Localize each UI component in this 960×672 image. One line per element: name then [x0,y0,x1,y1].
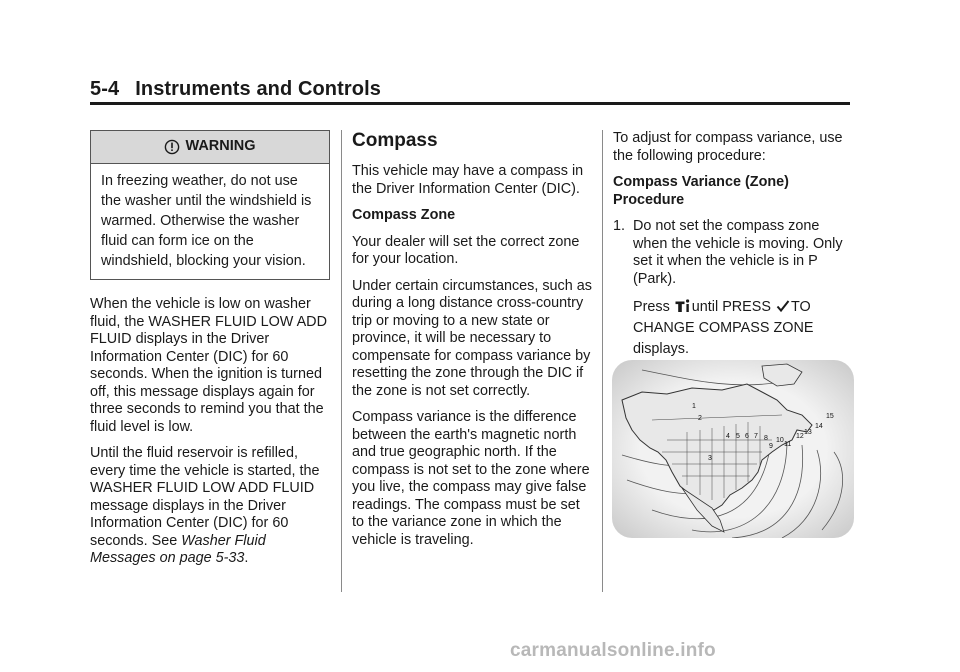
reservoir-text: Until the fluid reservoir is refilled, every time the vehicle is started, the WASHER FLUID LOW ADD FLUID message displays in the Driver Information Center (DIC) for 60 seconds. See [90,445,320,549]
compass-zone-p2: Under certain circumstances, such as during a long distance cross-country trip or moving to a new state or province, it will be necessary to compensate for compass variance by resetting the zone through the DIC if the zone is not set correctly. [352,277,592,399]
procedure-step [613,218,853,288]
compass-zone-p3: Compass variance is the difference between the earth's magnetic north and true geographic north. If the compass is not set to the zone where you live, the compass may give false readings. The compass must be set to the variance zone in which the vehicle is traveling. [352,409,590,548]
compass-title: Compass [352,130,438,151]
zone-label: 4 [726,433,730,440]
zone-label: 8 [764,435,768,442]
zone-label: 14 [815,423,823,430]
vehicle-info-icon [675,298,691,313]
zone-label: 9 [769,443,773,450]
column-middle [352,130,592,558]
washer-fluid-messages-link[interactable]: Washer Fluid Messages on page 5-33 [90,532,266,566]
compass-zone-map [612,360,854,538]
checkmark-icon [776,299,790,313]
compass-zone-map-svg [612,360,854,538]
zone-label: 10 [776,437,784,444]
section-title: Instruments and Controls [135,78,381,100]
press-instruction [613,297,853,360]
header-rule [90,102,850,105]
zone-label: 5 [736,433,740,440]
zone-label: 1 [692,403,696,410]
step-text: Do not set the compass zone when the vehicle is moving. Only set it when the vehicle is in P (Park). [633,218,843,287]
reservoir-end: . [244,550,249,566]
column-right [613,130,853,369]
column-left [90,130,330,577]
page-header [90,78,850,101]
warning-header [91,131,329,164]
variance-intro: To adjust for compass variance, use the following procedure: [613,130,843,164]
compass-zone-p1: Your dealer will set the correct zone for your location. [352,233,580,267]
washer-low-paragraph: When the vehicle is low on washer fluid, the WASHER FLUID LOW ADD FLUID displays in the Driver Information Center (DIC) for 60 seconds. When the ignition is turned off, this message displays again for three seconds to remind you that the fluid level is low. [90,296,327,435]
reservoir-paragraph [90,445,330,568]
zone-label: 6 [745,433,749,440]
page-number: 5-4 [90,78,120,100]
zone-label: 15 [826,413,834,420]
zone-label: 13 [804,429,812,436]
to-text: TO [790,299,811,315]
variance-subhead: Compass Variance (Zone) Procedure [613,174,789,208]
compass-zone-subhead: Compass Zone [352,207,456,223]
zone-label: 7 [754,433,758,440]
press-end: CHANGE COMPASS ZONE displays. [633,320,814,357]
warning-text: In freezing weather, do not use the washer until the windshield is warmed. Otherwise the washer fluid can form ice on the windshield, blocking your vision. [101,173,312,269]
zone-label: 12 [796,433,804,440]
zone-label: 11 [784,441,792,448]
watermark: carmanualsonline.info [510,640,716,661]
zone-label: 2 [698,415,702,422]
step-number: 1. [613,218,626,234]
column-divider [341,130,342,592]
zone-label: 3 [708,455,712,462]
compass-intro: This vehicle may have a compass in the Driver Information Center (DIC). [352,163,584,197]
column-divider [602,130,603,592]
press-word: Press [633,299,670,315]
warning-icon [164,139,180,155]
warning-box [90,130,330,280]
until-text: until PRESS [691,299,771,315]
warning-label: WARNING [185,138,256,155]
